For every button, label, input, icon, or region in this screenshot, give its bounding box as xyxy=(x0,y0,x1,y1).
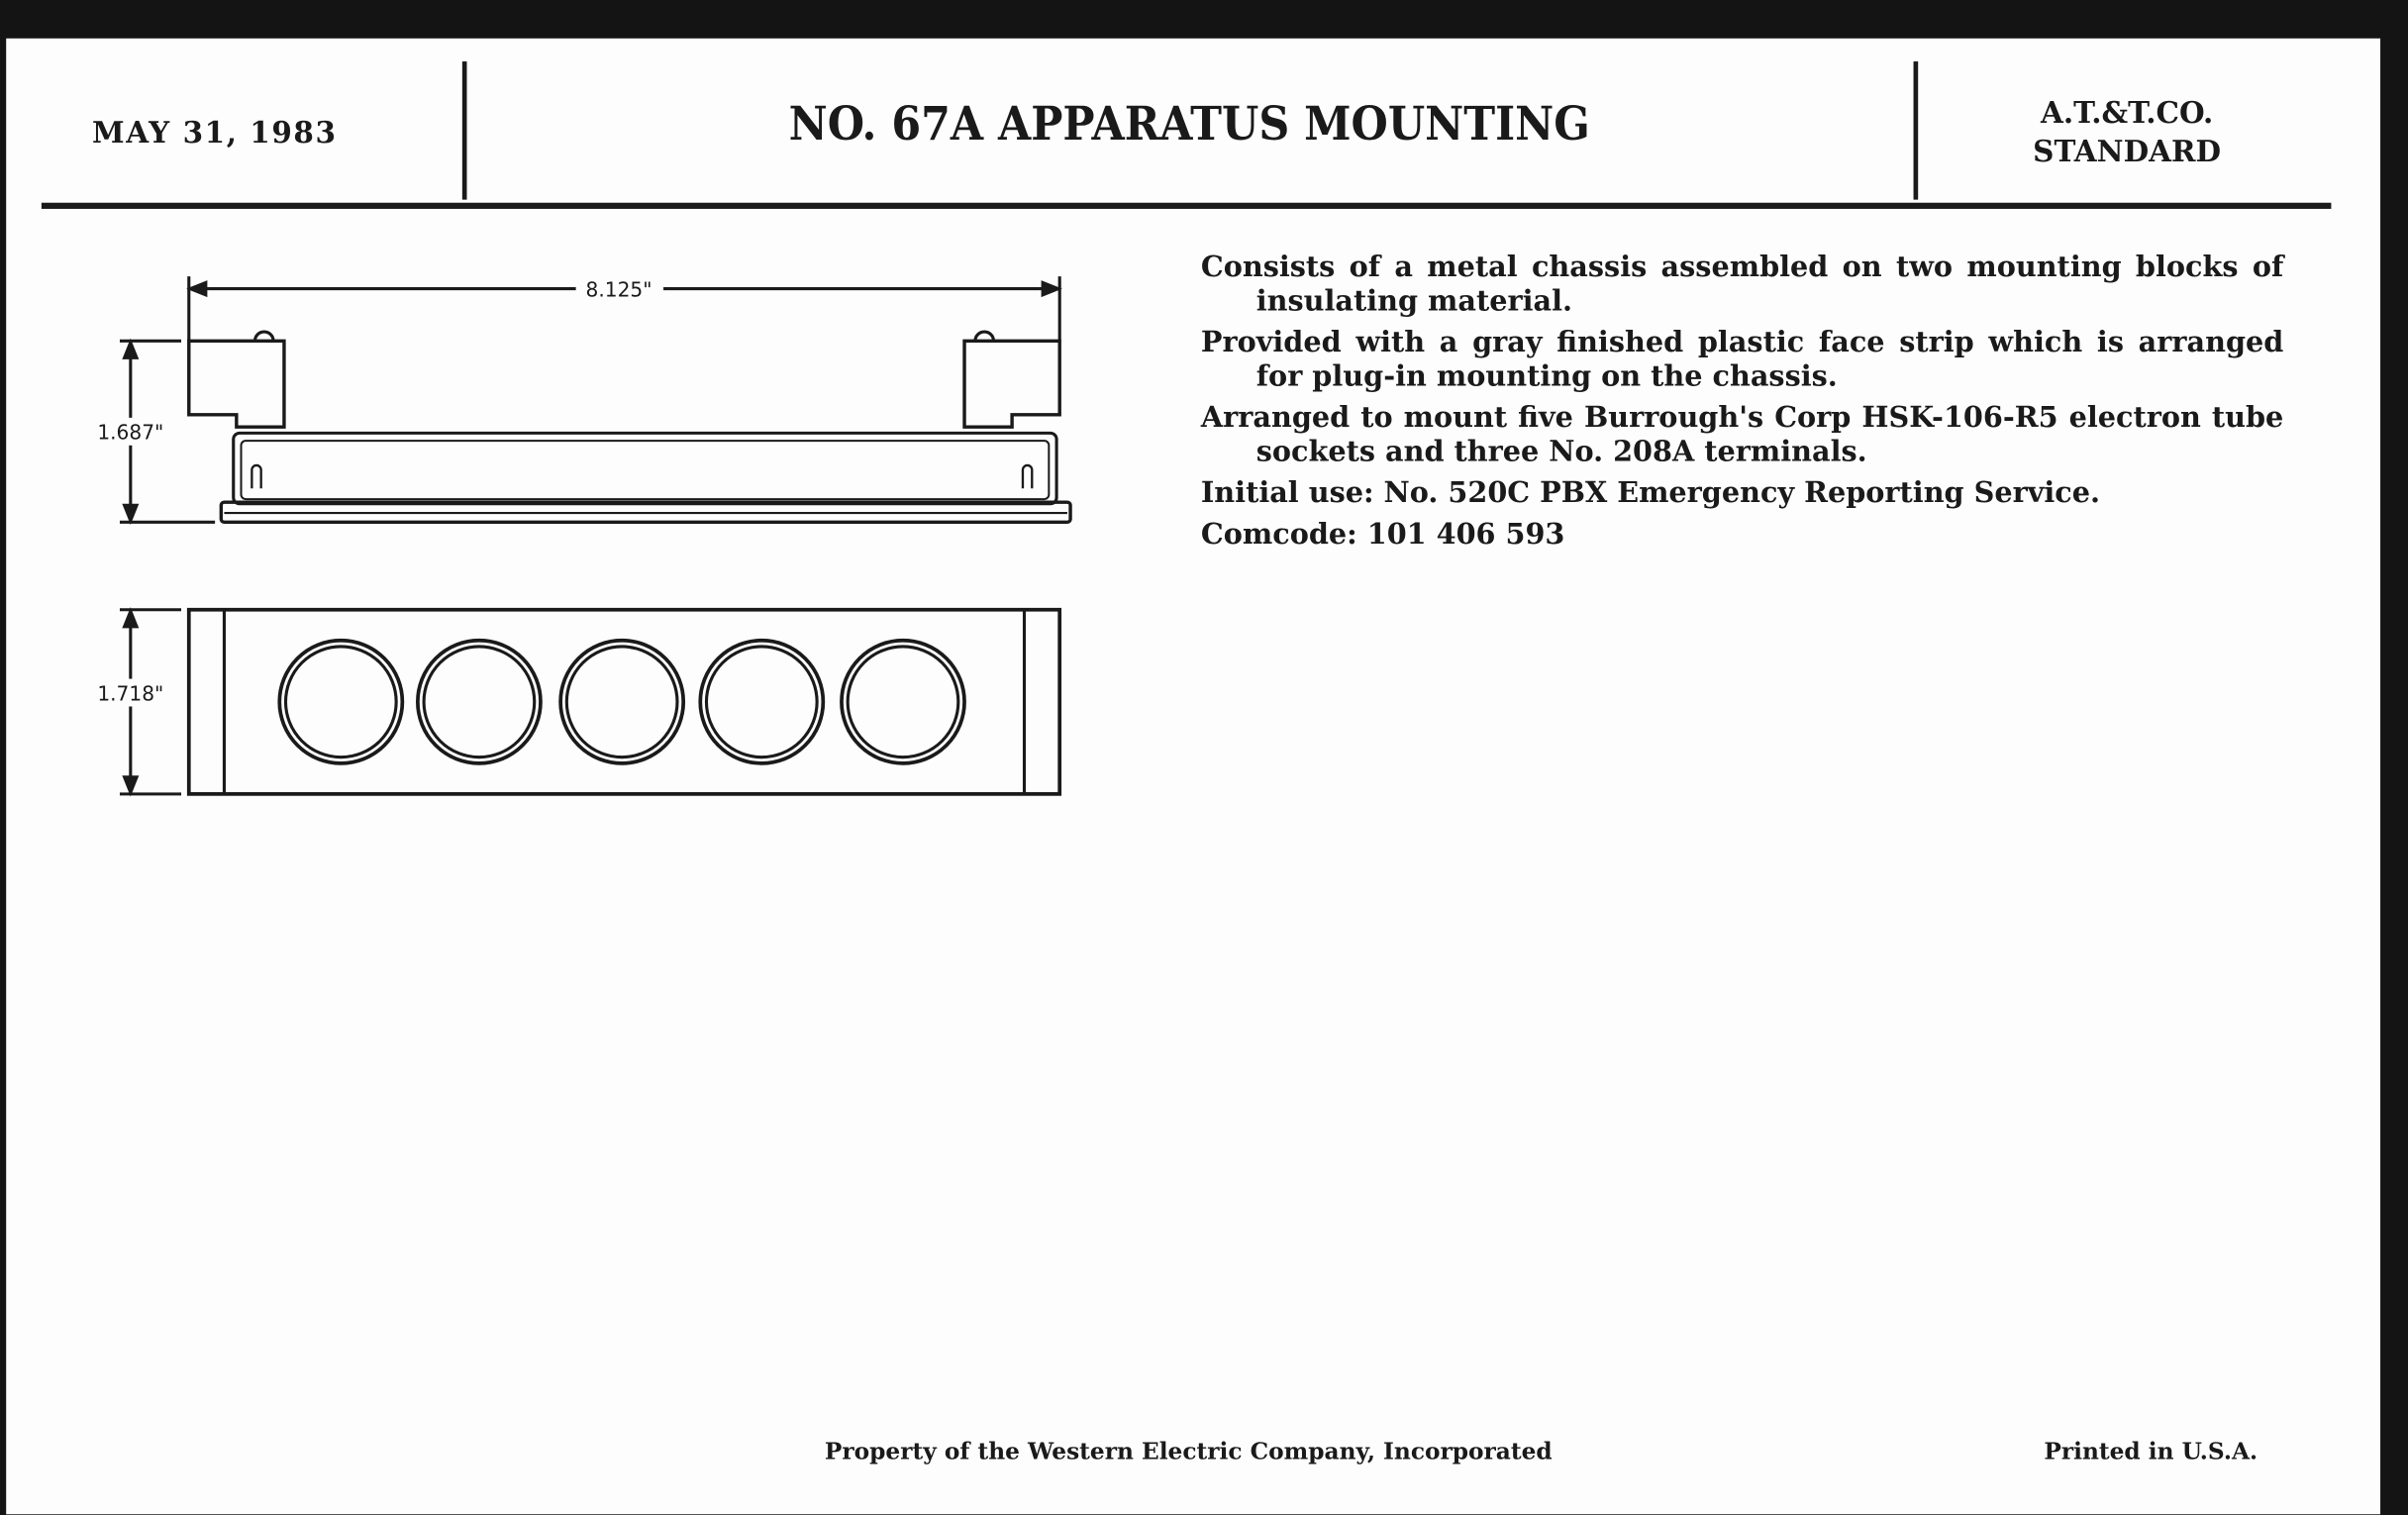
description-paragraph: Consists of a metal chassis assembled on two mounting blocks of insulating material. xyxy=(1200,252,2284,319)
footer-printed: Printed in U.S.A. xyxy=(2044,1437,2258,1465)
standard-line-1: A.T.&T.CO. xyxy=(2041,96,2214,131)
page-title: NO. 67A APPARATUS MOUNTING xyxy=(788,98,1590,152)
description-paragraph: Provided with a gray finished plastic face strip which is arranged for plug-in mounting on the chassis. xyxy=(1200,327,2284,394)
socket-hole xyxy=(418,641,541,763)
side-view xyxy=(189,332,1070,522)
front-view xyxy=(189,610,1059,794)
standard-line-2: STANDARD xyxy=(2033,135,2222,169)
comcode: Comcode: 101 406 593 xyxy=(1200,519,1565,552)
socket-hole xyxy=(700,641,823,763)
side-height-dimension xyxy=(89,341,215,522)
width-dim-label: 8.125" xyxy=(585,277,652,302)
footer-property: Property of the Western Electric Company, Incorporated xyxy=(824,1437,1553,1465)
socket-hole xyxy=(279,641,402,763)
front-height-dimension xyxy=(89,610,181,794)
width-dimension xyxy=(189,276,1059,341)
initial-use: Initial use: No. 520C PBX Emergency Reporting Service. xyxy=(1200,477,2100,510)
socket-hole xyxy=(842,641,964,763)
document-date: MAY 31, 1983 xyxy=(92,116,338,151)
description-paragraph: Arranged to mount five Burrough's Corp HSK-106-R5 electron tube sockets and three No. 208A terminals. xyxy=(1200,402,2284,469)
description xyxy=(1201,252,2283,560)
socket-hole xyxy=(560,641,683,763)
front-height-label: 1.718" xyxy=(97,681,164,706)
side-height-label: 1.687" xyxy=(97,420,164,445)
